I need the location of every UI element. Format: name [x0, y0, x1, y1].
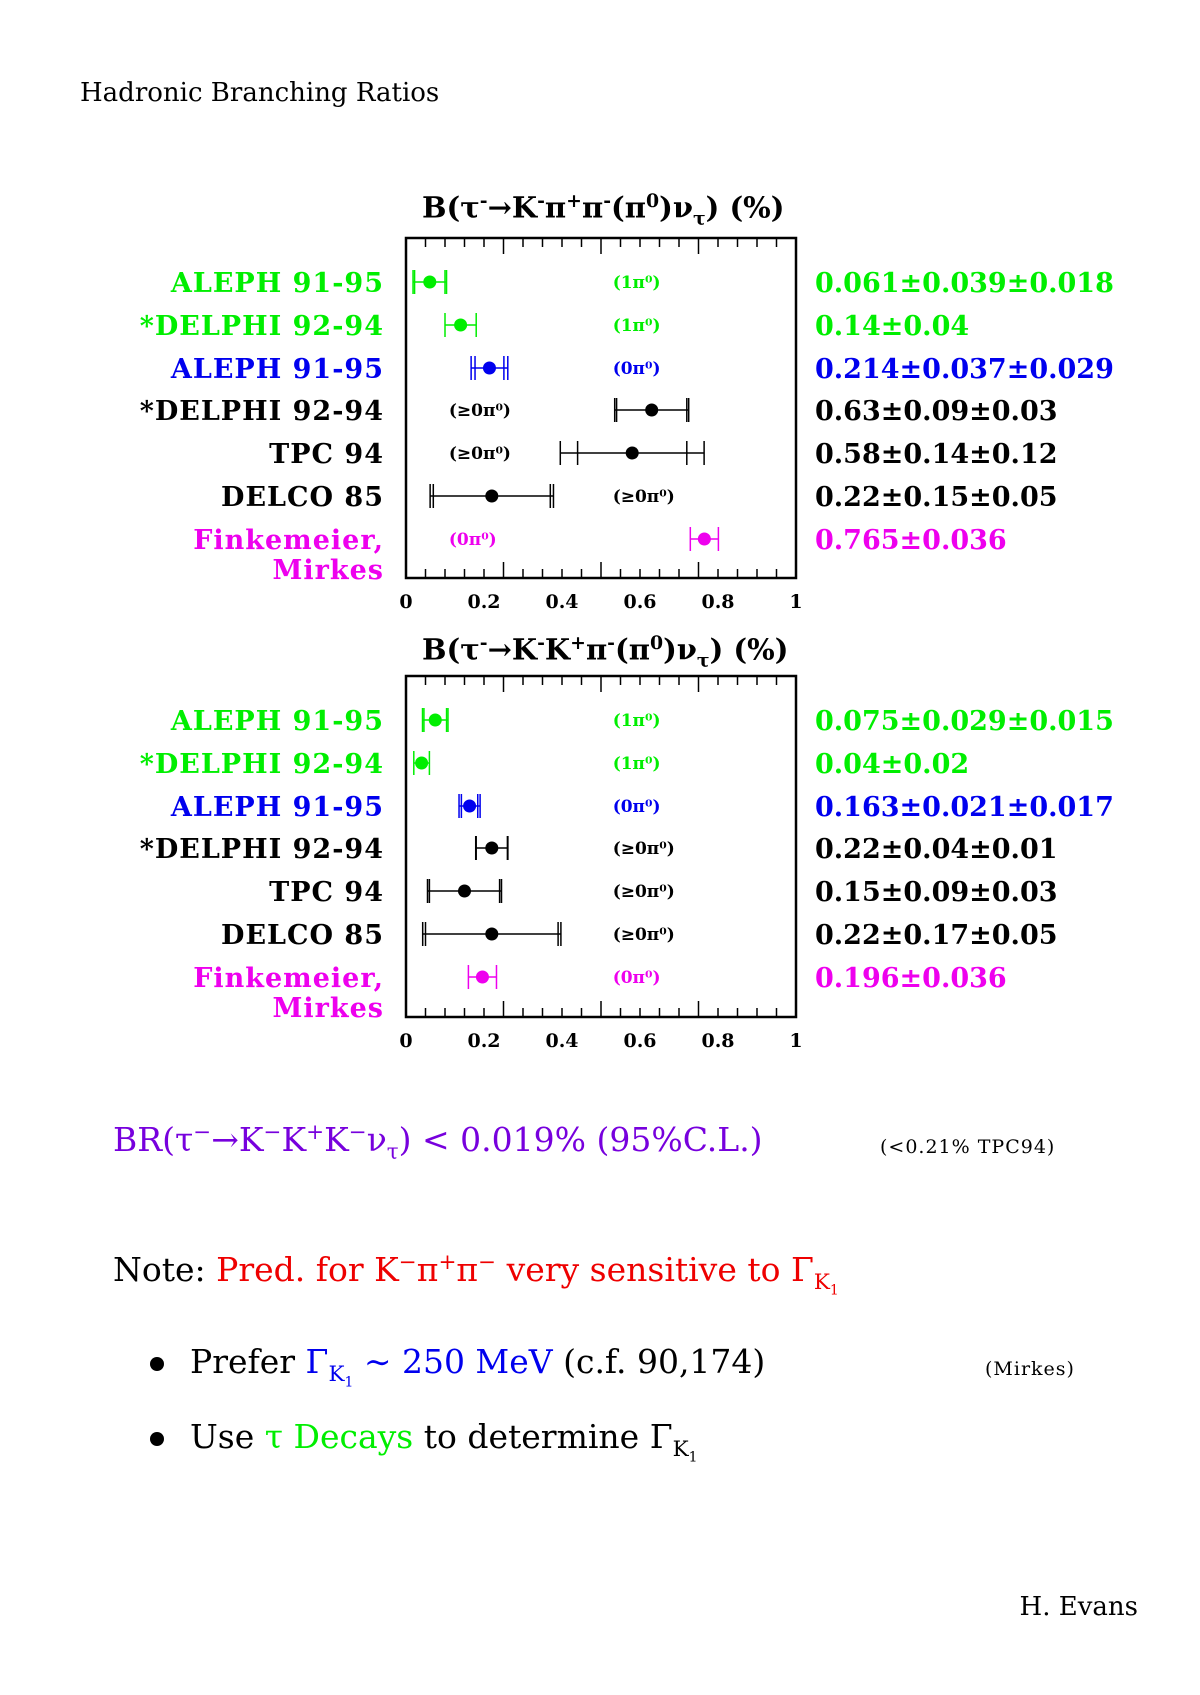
x-tick-label: 1	[789, 1030, 803, 1052]
author: H. Evans	[1019, 1592, 1138, 1622]
decay-mode-label: (1π⁰)	[612, 754, 661, 774]
x-tick-label: 0.6	[623, 1030, 657, 1052]
result-label: 0.061±0.039±0.018	[815, 268, 1114, 299]
decay-mode-label: (1π⁰)	[612, 316, 661, 336]
x-tick-label: 0	[399, 1030, 413, 1052]
result-label: 0.765±0.036	[815, 525, 1007, 556]
chart-1-title: $B(\tau^-\to K^-\pi^+\pi^-(\pi^0)\nu_\tau)$ (%)	[422, 190, 785, 230]
data-point	[458, 885, 471, 898]
x-tick-label: 0	[399, 591, 413, 613]
result-label: 0.163±0.021±0.017	[815, 792, 1114, 823]
result-label: 0.58±0.14±0.12	[815, 439, 1058, 470]
experiment-label: Finkemeier,	[193, 525, 384, 556]
experiment-label: *DELPHI 92-94	[139, 834, 384, 865]
result-label: 0.22±0.15±0.05	[815, 482, 1058, 513]
result-label: 0.04±0.02	[815, 749, 970, 780]
experiment-label: ALEPH 91-95	[170, 792, 384, 823]
decay-mode-label: (0π⁰)	[612, 968, 661, 988]
data-point	[415, 757, 428, 770]
result-label: 0.63±0.09±0.03	[815, 396, 1058, 427]
x-tick-label: 0.2	[467, 1030, 501, 1052]
x-tick-label: 0.2	[467, 591, 501, 613]
decay-mode-label: (≥0π⁰)	[612, 882, 675, 902]
page-title: Hadronic Branching Ratios	[80, 78, 440, 108]
x-tick-label: 1	[789, 591, 803, 613]
experiment-label: *DELPHI 92-94	[139, 311, 384, 342]
experiment-label: Mirkes	[272, 555, 384, 586]
experiment-label: *DELPHI 92-94	[139, 749, 384, 780]
br-tpc-note: (<0.21% TPC94)	[880, 1136, 1056, 1158]
bullet-icon	[150, 1432, 164, 1446]
experiment-label: ALEPH 91-95	[170, 268, 384, 299]
decay-mode-label: (0π⁰)	[612, 797, 661, 817]
br-limit-line: $BR(\tau^-\to K^-K^+K^-\nu_\tau) < 0.019\%$ (95%C.L.)	[113, 1120, 763, 1165]
plot-frame	[406, 676, 796, 1017]
bullet-use: Use τ Decays to determine $\Gamma_{K_1}$	[150, 1417, 697, 1465]
decay-mode-label: (0π⁰)	[448, 530, 497, 550]
data-point	[485, 842, 498, 855]
experiment-label: Finkemeier,	[193, 963, 384, 994]
x-tick-label: 0.8	[701, 591, 735, 613]
note-line: Note: Pred. for K−π+π− very sensitive to $\Gamma_{K_1}$	[113, 1250, 839, 1298]
decay-mode-label: (1π⁰)	[612, 273, 661, 293]
decay-mode-label: (0π⁰)	[612, 359, 661, 379]
data-point	[476, 971, 489, 984]
result-label: 0.22±0.17±0.05	[815, 920, 1058, 951]
data-point	[485, 928, 498, 941]
experiment-label: *DELPHI 92-94	[139, 396, 384, 427]
result-label: 0.22±0.04±0.01	[815, 834, 1058, 865]
decay-mode-label: (≥0π⁰)	[448, 444, 511, 464]
x-tick-label: 0.4	[545, 591, 579, 613]
decay-mode-label: (≥0π⁰)	[612, 925, 675, 945]
data-point	[429, 714, 442, 727]
experiment-label: ALEPH 91-95	[170, 354, 384, 385]
x-tick-label: 0.6	[623, 591, 657, 613]
data-point	[463, 800, 476, 813]
experiment-label: TPC 94	[269, 877, 384, 908]
mirkes-note: (Mirkes)	[985, 1358, 1075, 1380]
experiment-label: ALEPH 91-95	[170, 706, 384, 737]
result-label: 0.214±0.037±0.029	[815, 354, 1114, 385]
experiment-label: DELCO 85	[221, 482, 384, 513]
result-label: 0.196±0.036	[815, 963, 1007, 994]
decay-mode-label: (≥0π⁰)	[612, 839, 675, 859]
x-tick-label: 0.4	[545, 1030, 579, 1052]
experiment-label: TPC 94	[269, 439, 384, 470]
bullet-icon	[150, 1357, 164, 1371]
decay-mode-label: (1π⁰)	[612, 711, 661, 731]
experiment-label: Mirkes	[272, 993, 384, 1024]
x-tick-label: 0.8	[701, 1030, 735, 1052]
decay-mode-label: (≥0π⁰)	[448, 401, 511, 421]
result-label: 0.075±0.029±0.015	[815, 706, 1114, 737]
chart-2-title: $B(\tau^-\to K^-K^+\pi^-(\pi^0)\nu_\tau)$ (%)	[422, 632, 789, 672]
decay-mode-label: (≥0π⁰)	[612, 487, 675, 507]
result-label: 0.15±0.09±0.03	[815, 877, 1058, 908]
experiment-label: DELCO 85	[221, 920, 384, 951]
note-label: Note:	[113, 1250, 206, 1289]
bullet-prefer: Prefer $\Gamma_{K_1}$ ∼ 250 MeV (c.f. 90,174)	[150, 1342, 765, 1390]
result-label: 0.14±0.04	[815, 311, 970, 342]
